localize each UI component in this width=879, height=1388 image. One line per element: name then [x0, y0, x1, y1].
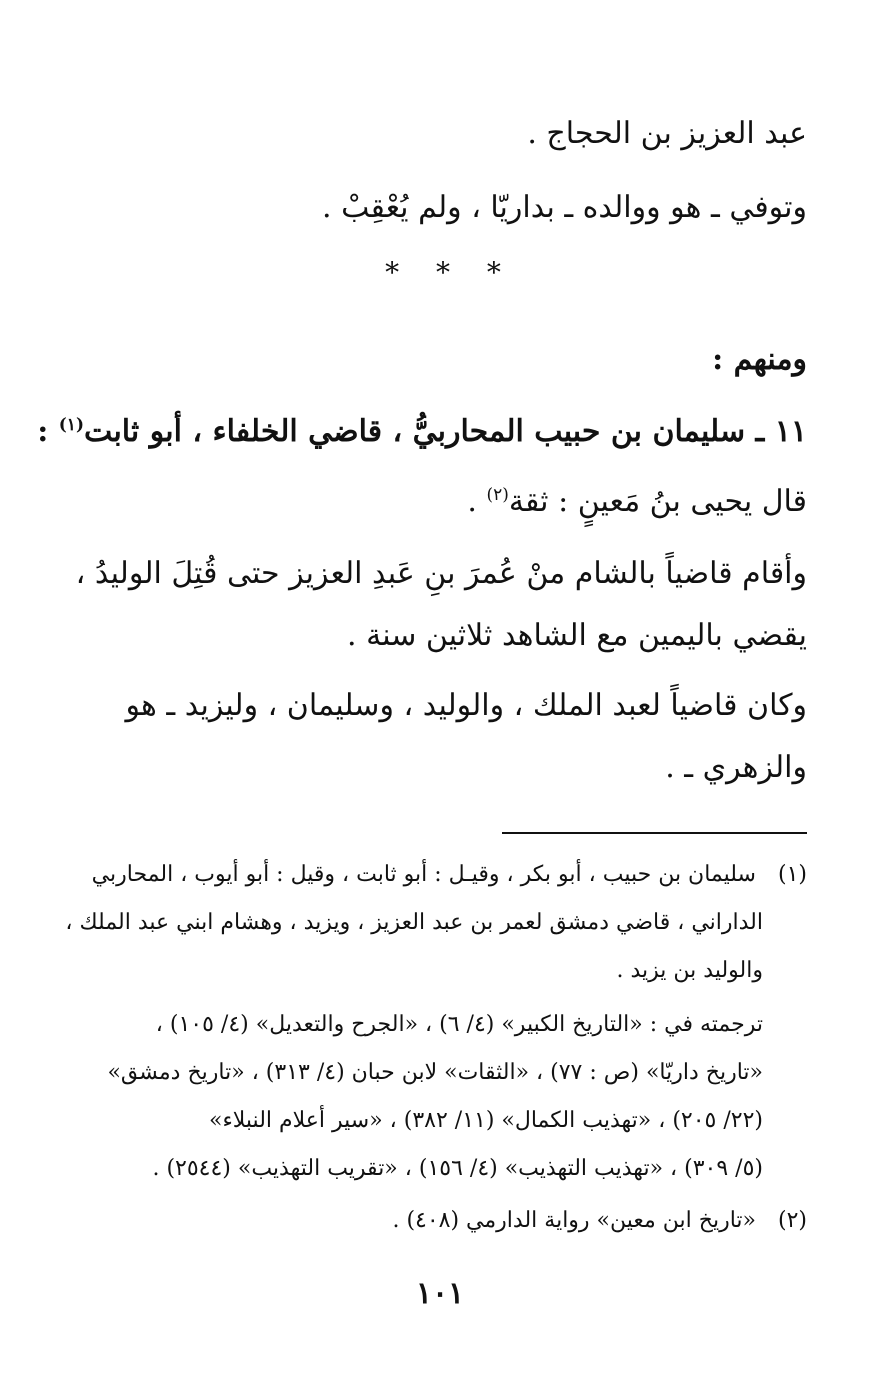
footnote-1-first-line — [91, 858, 807, 892]
page-number: ١٠١ — [415, 1276, 465, 1311]
entry-heading — [37, 410, 807, 454]
paragraph-line: وأقام قاضياً بالشام منْ عُمرَ بنِ عَبدِ العزيز حتى قُتِلَ الوليدُ ، — [75, 556, 807, 591]
text-line: وتوفي ـ هو ووالده ـ بداريّا ، ولم يُعْقِبْ . — [322, 190, 807, 225]
paragraph-line: وكان قاضياً لعبد الملك ، والوليد ، وسليمان ، وليزيد ـ هو — [125, 688, 807, 723]
footnote-line: (٢٢/ ٢٠٥) ، «تهذيب الكمال» (١١/ ٣٨٢) ، «سير أعلام النبلاء» — [208, 1108, 763, 1133]
footnote-line: ترجمته في : «التاريخ الكبير» (٤/ ٦) ، «الجرح والتعديل» (٤/ ١٠٥) ، — [155, 1012, 763, 1037]
footnote-line: والوليد بن يزيد . — [616, 958, 763, 983]
section-separator: * * * — [385, 256, 515, 289]
footnote-text: «تاريخ ابن معين» رواية الدارمي (٤٠٨) . — [392, 1208, 756, 1233]
section-heading: ومنهم : — [712, 342, 807, 377]
footnote-separator — [502, 832, 807, 834]
quote-text: قال يحيى بنُ مَعينٍ : ثقة — [508, 484, 807, 519]
footnote-ref: (٢) — [486, 485, 509, 505]
footnote-number: (٢) — [777, 1208, 807, 1233]
footnote-line: (٥/ ٣٠٩) ، «تهذيب التهذيب» (٤/ ١٥٦) ، «تقريب التهذيب» (٢٥٤٤) . — [152, 1156, 763, 1181]
footnote-number: (١) — [777, 862, 807, 887]
footnote-2 — [97, 1204, 807, 1238]
footnote-ref: (١) — [58, 415, 84, 435]
text-line: عبد العزيز بن الحجاج . — [527, 116, 807, 151]
quote-line — [72, 480, 807, 524]
footnote-line: الداراني ، قاضي دمشق لعمر بن عبد العزيز ، ويزيد ، وهشام ابني عبد الملك ، — [65, 910, 763, 935]
quote-end: . — [467, 484, 487, 519]
footnote-text: سليمان بن حبيب ، أبو بكر ، وقيـل : أبو ثابت ، وقيل : أبو أيوب ، المحاربي — [91, 862, 756, 887]
paragraph-line: يقضي باليمين مع الشاهد ثلاثين سنة . — [347, 618, 807, 653]
paragraph-line: والزهري ـ . — [665, 750, 807, 785]
entry-heading-end: : — [37, 414, 59, 449]
entry-heading-text: ١١ ـ سليمان بن حبيب المحاربيُّ ، قاضي الخلفاء ، أبو ثابت — [83, 414, 807, 449]
footnote-line: «تاريخ داريّا» (ص : ٧٧) ، «الثقات» لابن حبان (٤/ ٣١٣) ، «تاريخ دمشق» — [107, 1060, 763, 1085]
